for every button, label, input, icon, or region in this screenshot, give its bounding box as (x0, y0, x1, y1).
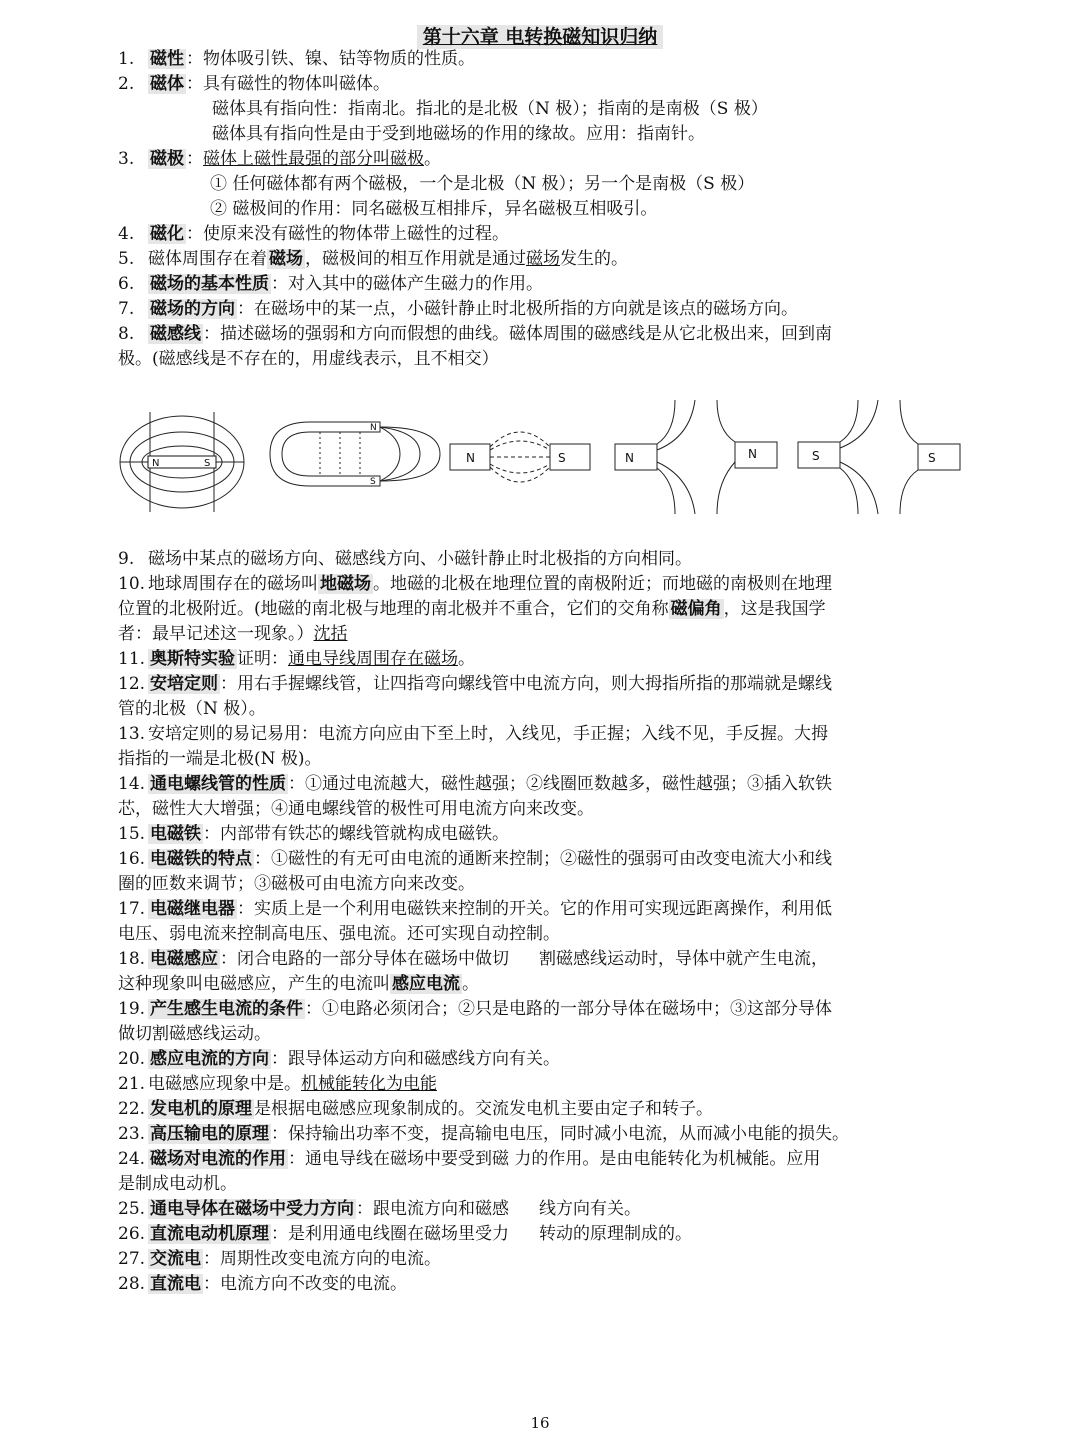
text-line (118, 1097, 968, 1122)
line-text: 割磁感线运动时，导体中就产生电流， (539, 949, 828, 969)
line-text: 通电导线在磁场中要受到磁 力的作用。是由电能转化为机械能。应用 (305, 1149, 821, 1169)
page-number: 16 (530, 1414, 550, 1432)
attracting-poles-field (450, 432, 590, 482)
text-line (118, 1072, 968, 1097)
line-text: 跟导体运动方向和磁感线方向有关。 (288, 1049, 560, 1069)
separator: ： (305, 999, 322, 1019)
line-text: 对入其中的磁体产生磁力的作用。 (288, 274, 543, 294)
item-number: 10. (118, 574, 146, 594)
text-line (118, 972, 968, 997)
separator: ： (288, 1149, 305, 1169)
item-number: 2. (118, 74, 135, 94)
text-line (118, 72, 968, 97)
keyword: 电磁继电器 (150, 899, 235, 919)
keyword: 磁场对电流的作用 (150, 1149, 286, 1169)
text-line (118, 1197, 968, 1222)
line-text: ①通过电流越大，磁性越强；②线圈匝数越多，磁性越强；③插入软铁 (305, 774, 832, 794)
line-text: 是根据电磁感应现象制成的。交流发电机主要由定子和转子。 (254, 1099, 713, 1119)
keyword: 直流电动机原理 (150, 1224, 269, 1244)
line-text: 指指的一端是北极(N 极)。 (118, 749, 322, 769)
line-text: 磁体具有指向性：指南北。指北的是北极（N 极）；指南的是南极（S 极） (212, 99, 768, 119)
line-text: ② 磁极间的作用：同名磁极互相排斥，异名磁极互相吸引。 (210, 199, 658, 219)
item-number: 1. (118, 49, 135, 69)
keyword: 安培定则 (150, 674, 218, 694)
fig-label: S (558, 451, 566, 465)
item-number: 15. (118, 824, 146, 844)
underlined-text: 通电导线周围存在磁场 (288, 649, 458, 669)
text-line (210, 172, 1060, 197)
item-number: 19. (118, 999, 146, 1019)
line-text: 电压、弱电流来控制高电压、强电流。还可实现自动控制。 (118, 924, 560, 944)
text-line (118, 747, 968, 772)
line-text: 。 (284, 1074, 301, 1094)
keyword: 感应电流的方向 (150, 1049, 269, 1069)
separator: ： (220, 674, 237, 694)
line-text: 极。(磁感线是不存在的，用虚线表示，且不相交） (118, 349, 499, 369)
line-text: ①磁性的有无可由电流的通断来控制；②磁性的强弱可由改变电流大小和线 (271, 849, 832, 869)
separator: ： (288, 774, 305, 794)
text-line (118, 1047, 968, 1072)
text-line (118, 597, 968, 622)
text-line (118, 722, 968, 747)
text-line (118, 772, 968, 797)
item-number: 17. (118, 899, 146, 919)
item-number: 7. (118, 299, 135, 319)
item-number: 21. (118, 1074, 146, 1094)
fig-label: N (152, 458, 160, 469)
separator: ： (203, 1249, 220, 1269)
item-number: 25. (118, 1199, 146, 1219)
text-line (118, 47, 968, 72)
keyword: 通电导体在磁场中受力方向 (150, 1199, 354, 1219)
keyword: 交流电 (150, 1249, 201, 1269)
line-text: 闭合电路的一部分导体在磁场中做切 (237, 949, 509, 969)
fig-label: S (204, 458, 211, 469)
line-text: 。 (424, 149, 441, 169)
line-text: 者： (118, 624, 152, 644)
keyword: 电磁感应 (150, 949, 218, 969)
separator: ： (186, 49, 203, 69)
underlined-text: 磁体上磁性最强的部分叫磁极 (203, 149, 424, 169)
line-text: ，这是我国学 (723, 599, 826, 619)
text-line (118, 297, 968, 322)
fig-label: N (466, 451, 475, 465)
item-number: 14. (118, 774, 146, 794)
line-text: 安培定则的易记易用：电流方向应由下至上时，入线见，手正握；入线不见，手反握。大拇 (148, 724, 828, 744)
text-line (212, 97, 1062, 122)
line-text: 管的北极（N 极）。 (118, 699, 266, 719)
keyword: 磁化 (150, 224, 184, 244)
text-line (118, 822, 968, 847)
keyword: 感应电流 (392, 974, 460, 994)
keyword: 产生感生电流的条件 (150, 999, 303, 1019)
keyword: 磁场的基本性质 (150, 274, 269, 294)
line-text: 转动的原理制成的。 (539, 1224, 692, 1244)
item-number: 6. (118, 274, 135, 294)
item-number: 13. (118, 724, 146, 744)
text-line (118, 347, 968, 372)
keyword: 电磁铁的特点 (150, 849, 252, 869)
item-number: 24. (118, 1149, 146, 1169)
line-text: 磁体具有指向性是由于受到地磁场的作用的缘故。应用：指南针。 (212, 124, 705, 144)
item-number: 4. (118, 224, 135, 244)
keyword: 发电机的原理 (150, 1099, 252, 1119)
separator: ： (237, 899, 254, 919)
keyword: 磁极 (150, 149, 184, 169)
u-magnet-field (270, 422, 440, 487)
separator: ： (186, 74, 203, 94)
repelling-south-poles-field (798, 400, 960, 514)
text-line (118, 872, 968, 897)
text-line (118, 797, 968, 822)
magnetic-field-figure (110, 392, 970, 522)
text-line (118, 997, 968, 1022)
repelling-north-poles-field (615, 400, 777, 514)
text-line (118, 1222, 968, 1247)
text-line (212, 122, 1062, 147)
line-text: ，磁极间的相互作用就是通过 (305, 249, 526, 269)
keyword: 磁性 (150, 49, 184, 69)
line-text: 物体吸引铁、镍、钴等物质的性质。 (203, 49, 475, 69)
line-text: 跟电流方向和磁感 (373, 1199, 509, 1219)
text-line (118, 547, 968, 572)
item-number: 12. (118, 674, 146, 694)
keyword: 电磁铁 (150, 824, 201, 844)
line-text: 用右手握螺线管，让四指弯向螺线管中电流方向，则大拇指所指的那端就是螺线 (237, 674, 832, 694)
text-line (118, 947, 968, 972)
line-text: 磁场中某点的磁场方向、磁感线方向、小磁针静止时北极指的方向相同。 (148, 549, 692, 569)
line-text: 周期性改变电流方向的电流。 (220, 1249, 441, 1269)
separator: 证明： (237, 649, 288, 669)
keyword: 通电螺线管的性质 (150, 774, 286, 794)
item-number: 9. (118, 549, 135, 569)
keyword: 磁偏角 (670, 599, 722, 619)
line-text: 在磁场中的某一点，小磁针静止时北极所指的方向就是该点的磁场方向。 (254, 299, 798, 319)
line-text: 使原来没有磁性的物体带上磁性的过程。 (203, 224, 509, 244)
fig-label: S (370, 477, 376, 487)
line-text: 发生的。 (560, 249, 628, 269)
separator: ： (186, 149, 203, 169)
item-number: 20. (118, 1049, 146, 1069)
item-number: 22. (118, 1099, 146, 1119)
text-line (118, 1172, 968, 1197)
line-text: 电流方向不改变的电流。 (220, 1274, 407, 1294)
text-line (118, 672, 968, 697)
line-text: 最早记述这一现象。） (152, 624, 314, 644)
separator: ： (271, 274, 288, 294)
text-line (118, 1247, 968, 1272)
line-text: ① 任何磁体都有两个磁极，一个是北极（N 极）；另一个是南极（S 极） (210, 174, 755, 194)
separator: ： (237, 299, 254, 319)
separator: ： (271, 1124, 288, 1144)
item-number: 27. (118, 1249, 146, 1269)
line-text: 是制成电动机。 (118, 1174, 237, 1194)
keyword: 磁体 (150, 74, 184, 94)
line-text: 内部带有铁芯的螺线管就构成电磁铁。 (220, 824, 509, 844)
text-line (118, 1272, 968, 1297)
underlined-text: 机械能转化为电能 (301, 1074, 437, 1094)
text-line (118, 322, 968, 347)
line-text: 位置的北极附近。(地磁的南北极与地理的南北极并不重合，它们的交角称 (118, 599, 669, 619)
line-text: 电磁感应现象中是 (148, 1074, 284, 1094)
keyword: 地磁场 (320, 574, 371, 594)
line-text: 地球周围存在的磁场叫 (148, 574, 318, 594)
separator: ： (203, 1274, 220, 1294)
separator: ： (356, 1199, 373, 1219)
separator: ： (186, 224, 203, 244)
keyword: 磁感线 (150, 324, 201, 344)
text-line (118, 697, 968, 722)
text-line (118, 1022, 968, 1047)
text-line (118, 1122, 968, 1147)
underlined-text: 磁场 (526, 249, 560, 269)
text-line (118, 247, 968, 272)
line-text: 。地磁的北极在地理位置的南极附近；而地磁的南极则在地理 (373, 574, 832, 594)
fig-label: N (748, 447, 757, 461)
separator: ： (254, 849, 271, 869)
underlined-text: 沈括 (313, 624, 348, 644)
line-text: 实质上是一个利用电磁铁来控制的开关。它的作用可实现远距离操作，利用低 (254, 899, 832, 919)
line-text: 磁体周围存在着 (148, 249, 267, 269)
keyword: 奥斯特实验 (150, 649, 235, 669)
fig-label: S (928, 451, 936, 465)
keyword: 高压输电的原理 (150, 1124, 269, 1144)
separator: ： (220, 949, 237, 969)
item-number: 11. (118, 649, 146, 669)
item-number: 18. (118, 949, 146, 969)
line-text: 这种现象叫电磁感应，产生的电流叫 (118, 974, 390, 994)
separator: ： (203, 824, 220, 844)
line-text: 线方向有关。 (539, 1199, 641, 1219)
text-line (118, 272, 968, 297)
keyword: 直流电 (150, 1274, 201, 1294)
bar-magnet-field (120, 412, 244, 512)
line-text: 圈的匝数来调节；③磁极可由电流方向来改变。 (118, 874, 475, 894)
item-number: 26. (118, 1224, 146, 1244)
text-line (118, 847, 968, 872)
item-number: 5. (118, 249, 135, 269)
line-text: 描述磁场的强弱和方向而假想的曲线。磁体周围的磁感线是从它北极出来，回到南 (220, 324, 832, 344)
text-line (118, 147, 968, 172)
item-number: 8. (118, 324, 135, 344)
separator: ： (271, 1049, 288, 1069)
text-line (118, 572, 968, 597)
separator: ： (271, 1224, 288, 1244)
line-text: 芯，磁性大大增强；④通电螺线管的极性可用电流方向来改变。 (118, 799, 594, 819)
fig-label: N (625, 451, 634, 465)
line-text: 具有磁性的物体叫磁体。 (203, 74, 390, 94)
text-line (118, 897, 968, 922)
line-text: ①电路必须闭合；②只是电路的一部分导体在磁场中；③这部分导体 (322, 999, 832, 1019)
chapter-title: 第十六章 电转换磁知识归纳 (0, 22, 1080, 49)
item-number: 16. (118, 849, 146, 869)
keyword: 磁场 (269, 249, 303, 269)
line-text: 保持输出功率不变，提高输电电压，同时减小电流，从而减小电能的损失。 (288, 1124, 849, 1144)
text-line (118, 222, 968, 247)
item-number: 23. (118, 1124, 146, 1144)
line-text: 是利用通电线圈在磁场里受力 (288, 1224, 509, 1244)
fig-label: S (812, 449, 820, 463)
line-text: 做切割磁感线运动。 (118, 1024, 271, 1044)
text-line (210, 197, 1060, 222)
item-number: 3. (118, 149, 135, 169)
text-line (118, 1147, 968, 1172)
keyword: 磁场的方向 (150, 299, 235, 319)
separator: ： (203, 324, 220, 344)
text-line (118, 622, 968, 647)
line-text: 。 (462, 974, 479, 994)
fig-label: N (370, 423, 377, 433)
item-number: 28. (118, 1274, 146, 1294)
text-line (118, 647, 968, 672)
text-line (118, 922, 968, 947)
line-text: 。 (458, 649, 475, 669)
